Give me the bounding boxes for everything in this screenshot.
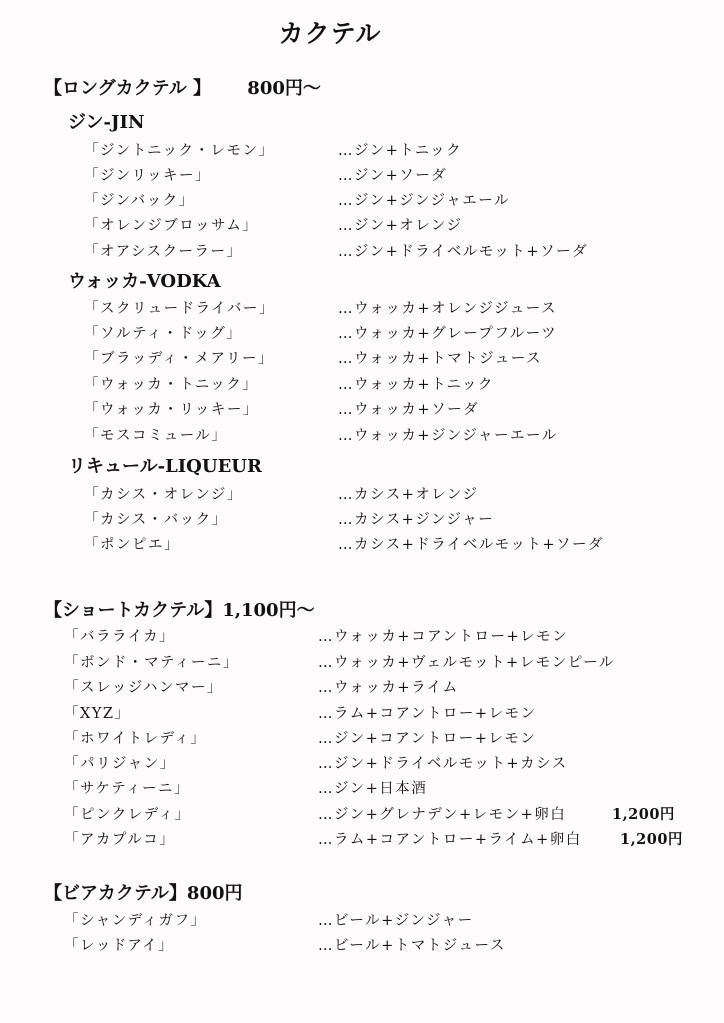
item-desc: …ビール+トマトジュース xyxy=(318,938,506,954)
section-short-price: 1,100円～ xyxy=(222,600,315,621)
item-name: 「スレッジハンマー」 xyxy=(64,680,223,696)
section-beer-price: 800円 xyxy=(186,883,243,904)
item-name: 「ジンバック」 xyxy=(84,193,195,209)
section-long-heading xyxy=(44,74,321,100)
item-name: 「ボンド・マティーニ」 xyxy=(64,655,239,671)
section-short-title: 【ショートカクテル】 xyxy=(44,600,223,621)
item-desc: …ジン+コアントロー+レモン xyxy=(318,731,537,747)
item-name: 「シャンディガフ」 xyxy=(64,913,207,929)
section-long-title: 【ロングカクテル 】 xyxy=(44,78,212,99)
subsection-vodka-heading: ウォッカ-VODKA xyxy=(68,271,221,292)
item-name: 「カシス・オレンジ」 xyxy=(84,487,243,503)
item-name: 「ソルティ・ドッグ」 xyxy=(84,326,243,342)
item-name: 「パリジャン」 xyxy=(64,756,176,772)
item-name: 「サケティーニ」 xyxy=(64,781,190,797)
item-name: 「ポンピエ」 xyxy=(84,537,180,553)
item-name: 「XYZ」 xyxy=(64,706,131,722)
section-long-price: 800円～ xyxy=(247,78,321,99)
item-desc: …ウォッカ+ジンジャーエール xyxy=(338,428,558,444)
item-desc: …ウォッカ+ソーダ xyxy=(338,402,480,418)
item-desc: …カシス+オレンジ xyxy=(338,487,479,503)
item-desc: …ウォッカ+トマトジュース xyxy=(338,351,543,367)
item-desc: …ジン+ドライベルモット+ソーダ xyxy=(338,244,589,260)
item-desc: …ラム+コアントロー+レモン xyxy=(318,706,537,722)
item-desc: …ジン+グレナデン+レモン+卵白 xyxy=(318,807,567,823)
item-desc: …ジン+ソーダ xyxy=(338,168,448,184)
subsection-liqueur-heading: リキュール-LIQUEUR xyxy=(68,456,262,477)
item-desc: …ジン+トニック xyxy=(338,143,463,159)
item-name: 「ウォッカ・トニック」 xyxy=(84,377,259,393)
item-name: 「ジンリッキー」 xyxy=(84,168,212,184)
item-desc: …ジン+ジンジャエール xyxy=(338,193,510,209)
item-extra-price: 1,200円 xyxy=(620,831,683,848)
item-name: 「ピンクレディ」 xyxy=(64,807,191,823)
item-desc: …ジン+ドライベルモット+カシス xyxy=(318,756,568,772)
item-name: 「ブラッディ・メアリー」 xyxy=(84,351,274,367)
item-desc: …ウォッカ+ライム xyxy=(318,680,459,696)
subsection-gin-heading: ジン-JIN xyxy=(68,112,145,133)
item-name: 「オアシスクーラー」 xyxy=(84,244,243,260)
item-name: 「ジントニック・レモン」 xyxy=(84,143,275,159)
item-desc: …ウォッカ+トニック xyxy=(338,377,494,393)
item-name: 「ウォッカ・リッキー」 xyxy=(84,402,259,418)
item-name: 「オレンジブロッサム」 xyxy=(84,218,259,234)
item-name: 「モスコミュール」 xyxy=(84,428,228,444)
item-name: 「カシス・バック」 xyxy=(84,512,228,528)
item-desc: …カシス+ドライベルモット+ソーダ xyxy=(338,537,604,553)
item-desc: …ウォッカ+グレープフルーツ xyxy=(338,326,558,342)
item-name: 「アカプルコ」 xyxy=(64,832,176,848)
section-short-heading xyxy=(44,596,315,622)
section-beer-title: 【ビアカクテル】 xyxy=(44,883,187,904)
page-title: カクテル xyxy=(278,19,382,48)
item-extra-price: 1,200円 xyxy=(612,806,675,823)
item-desc: …カシス+ジンジャー xyxy=(338,512,495,528)
item-desc: …ビール+ジンジャー xyxy=(318,913,474,929)
item-desc: …ウォッカ+オレンジジュース xyxy=(338,301,557,317)
item-desc: …ラム+コアントロー+ライム+卵白 xyxy=(318,832,582,848)
item-desc: …ウォッカ+ヴェルモット+レモンピール xyxy=(318,655,615,671)
item-name: 「レッドアイ」 xyxy=(64,938,175,954)
item-name: 「スクリュードライバー」 xyxy=(84,301,275,317)
item-name: 「バラライカ」 xyxy=(64,629,176,645)
item-desc: …ウォッカ+コアントロー+レモン xyxy=(318,629,569,645)
item-name: 「ホワイトレディ」 xyxy=(64,731,207,747)
section-beer-heading xyxy=(44,879,243,905)
item-desc: …ジン+日本酒 xyxy=(318,781,428,797)
item-desc: …ジン+オレンジ xyxy=(338,218,463,234)
